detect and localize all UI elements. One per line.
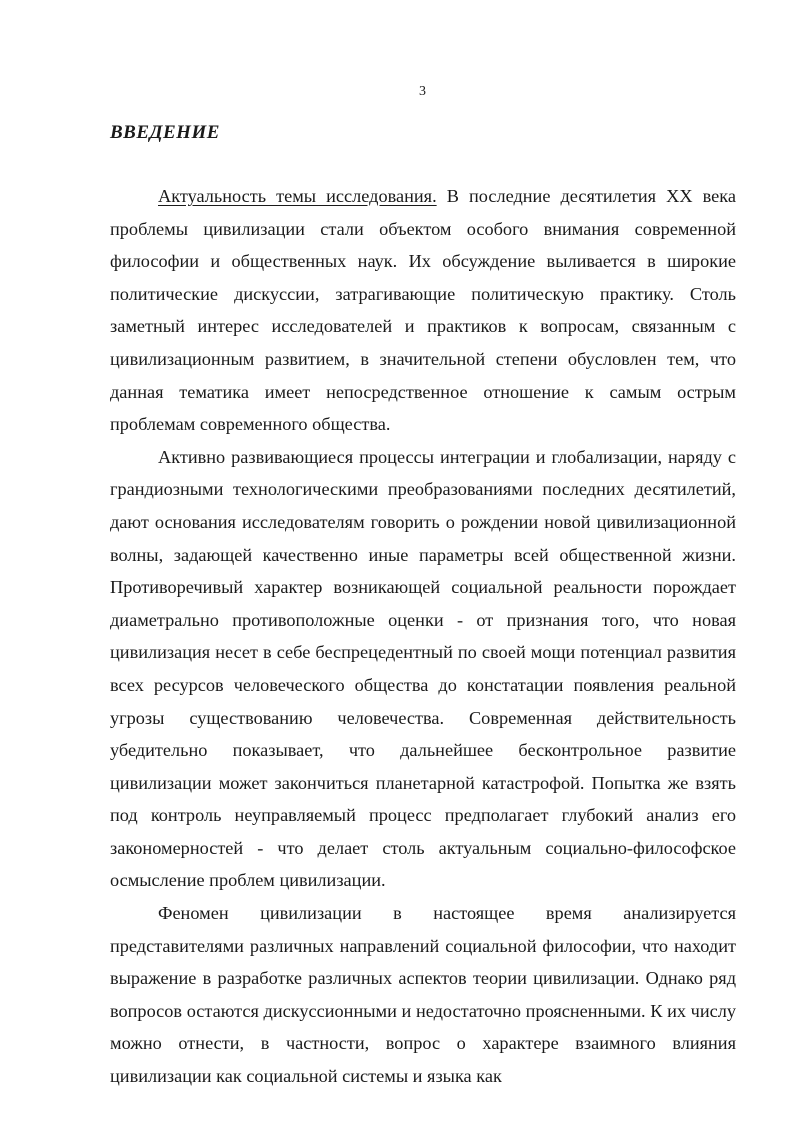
body-text	[110, 180, 736, 1093]
paragraph-relevance	[110, 180, 736, 441]
paragraph-civilization-phenomenon-text: Феномен цивилизации в настоящее время анализируется представителями различных направлений социальной философии, что находит выражение в разработке различных аспектов теории цивилизации. Однако ряд вопросов остаются дискуссионными и недостаточно проясненными. К их числу можно отнести, в частности, вопрос о характере взаимного влияния цивилизации как социальной системы и языка как	[110, 903, 736, 1087]
paragraph-civilization-phenomenon	[110, 897, 736, 1093]
paragraph-relevance-text: В последние десятилетия XX века проблемы цивилизации стали объектом особого внимания современной философии и общественных наук. Их обсуждение выливается в широкие политические дискуссии, затрагивающие политическую практику. Столь заметный интерес исследователей и практиков к вопросам, связанным с цивилизационным развитием, в значительной степени обусловлен тем, что данная тематика имеет непосредственное отношение к самым острым проблемам современного общества.	[110, 186, 736, 435]
relevance-lead: Актуальность темы исследования.	[158, 186, 437, 206]
paragraph-globalization	[110, 441, 736, 897]
section-heading: ВВЕДЕНИЕ	[110, 122, 220, 143]
page-number: 3	[419, 84, 426, 99]
paragraph-globalization-text: Активно развивающиеся процессы интеграции и глобализации, наряду с грандиозными технологическими преобразованиями последних десятилетий, дают основания исследователям говорить о рождении новой цивилизационной волны, задающей качественно иные параметры всей общественной жизни. Противоречивый характер возникающей социальной реальности порождает диаметрально противоположные оценки - от признания того, что новая цивилизация несет в себе беспрецедентный по своей мощи потенциал развития всех ресурсов человеческого общества до констатации появления реальной угрозы существованию человечества. Современная действительность убедительно показывает, что дальнейшее бесконтрольное развитие цивилизации может закончиться планетарной катастрофой. Попытка же взять под контроль неуправляемый процесс предполагает глубокий анализ его закономерностей - что делает столь актуальным социально-философское осмысление проблем цивилизации.	[110, 446, 736, 891]
